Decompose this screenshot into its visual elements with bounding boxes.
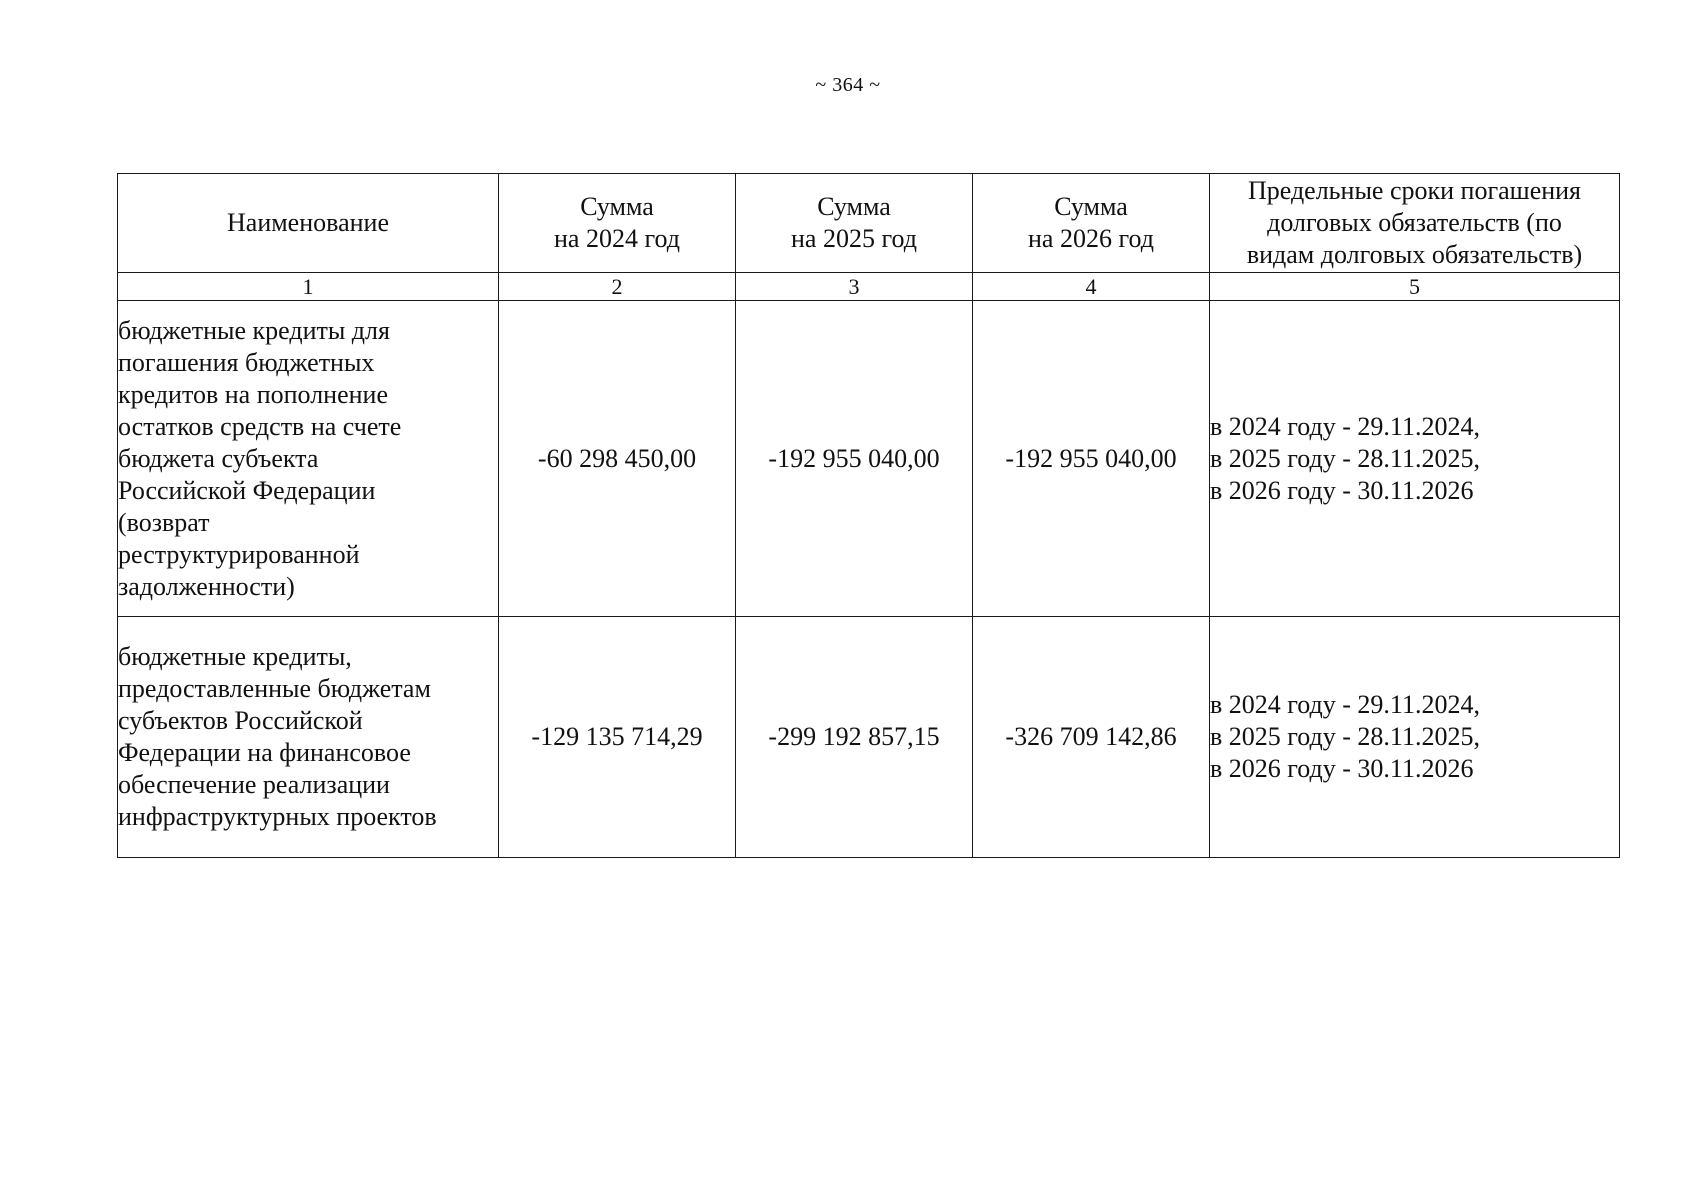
term-line: в 2025 году - 28.11.2025, (1210, 443, 1480, 473)
name-line: остатков средств на счете (118, 411, 402, 441)
header-line: видам долговых обязательств) (1246, 240, 1583, 269)
column-number: 3 (736, 273, 973, 301)
name-line: обеспечение реализации (118, 770, 390, 799)
term-line: в 2025 году - 28.11.2025, (1210, 722, 1480, 751)
column-number: 5 (1210, 273, 1620, 301)
name-line: задолженности) (118, 571, 295, 601)
name-line: Российской Федерации (118, 475, 376, 505)
name-line: погашения бюджетных (118, 347, 375, 377)
name-line: субъектов Российской (118, 706, 363, 735)
sum-2026-value: -192 955 040,00 (973, 301, 1210, 617)
row-name (118, 617, 499, 858)
sum-2024-value: -129 135 714,29 (499, 617, 736, 858)
debt-obligations-table (117, 173, 1620, 858)
name-line: (возврат (118, 507, 210, 537)
table-row (118, 617, 1620, 858)
header-sum-2026 (973, 174, 1210, 273)
column-number-row (118, 273, 1620, 301)
name-line: Федерации на финансовое (118, 738, 411, 767)
header-line: долговых обязательств (по (1267, 208, 1562, 237)
header-line: Предельные сроки погашения (1247, 176, 1582, 205)
repayment-terms (1210, 617, 1620, 858)
header-line: на 2026 год (1028, 224, 1154, 253)
sum-2025-value: -192 955 040,00 (736, 301, 973, 617)
sum-2025-value: -299 192 857,15 (736, 617, 973, 858)
term-line: в 2024 году - 29.11.2024, (1210, 411, 1480, 441)
header-line: на 2025 год (791, 224, 917, 253)
name-line: реструктурированной (118, 539, 360, 569)
header-name (118, 174, 499, 273)
column-number: 1 (118, 273, 499, 301)
name-line: бюджетные кредиты для (118, 315, 390, 345)
page-number: ~ 364 ~ (815, 74, 881, 96)
header-line: Сумма (1054, 192, 1128, 221)
header-line: Сумма (580, 192, 654, 221)
term-line: в 2026 году - 30.11.2026 (1210, 754, 1474, 783)
table-header-row (118, 174, 1620, 273)
name-line: инфраструктурных проектов (118, 802, 437, 831)
name-line: бюджетные кредиты, (118, 642, 352, 671)
header-line: Наименование (227, 208, 389, 237)
repayment-terms (1210, 301, 1620, 617)
column-number: 2 (499, 273, 736, 301)
header-line: на 2024 год (554, 224, 680, 253)
header-line: Сумма (817, 192, 891, 221)
table-row (118, 301, 1620, 617)
name-line: бюджета субъекта (118, 443, 319, 473)
name-line: кредитов на пополнение (118, 379, 389, 409)
header-sum-2025 (736, 174, 973, 273)
sum-2026-value: -326 709 142,86 (973, 617, 1210, 858)
row-name (118, 301, 499, 617)
sum-2024-value: -60 298 450,00 (499, 301, 736, 617)
name-line: предоставленные бюджетам (118, 674, 431, 703)
term-line: в 2024 году - 29.11.2024, (1210, 690, 1480, 719)
header-sum-2024 (499, 174, 736, 273)
term-line: в 2026 году - 30.11.2026 (1210, 475, 1474, 505)
header-repayment-terms (1210, 174, 1620, 273)
column-number: 4 (973, 273, 1210, 301)
